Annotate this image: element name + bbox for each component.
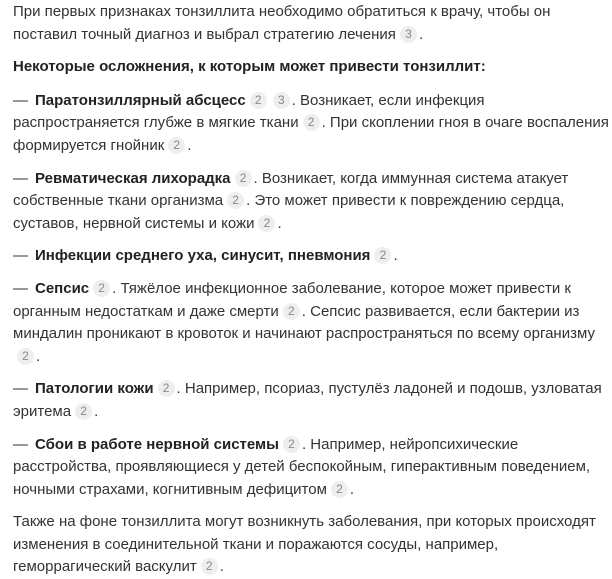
list-dash: — xyxy=(13,91,28,109)
complication-title: Паратонзиллярный абсцесс xyxy=(35,91,246,109)
source-ref-badge[interactable]: 2 xyxy=(75,403,92,420)
intro-text: При первых признаках тонзиллита необходимо обратиться к врачу, чтобы он поставил точный диагноз и выбрал стратегию лечения xyxy=(13,3,551,43)
source-ref-badge[interactable]: 2 xyxy=(168,137,185,154)
complication-title: Патологии кожи xyxy=(35,380,154,398)
complication-description: . Например, нейропсихические расстройства, проявляющиеся у детей беспокойным, гиперактивным поведением, ночными страхами, когнитивным дефицитом xyxy=(13,435,591,498)
source-ref-badge[interactable]: 3 xyxy=(273,92,290,109)
source-ref-badge[interactable]: 2 xyxy=(250,92,267,109)
list-item xyxy=(13,434,609,502)
source-ref-badge[interactable]: 2 xyxy=(201,558,218,575)
sentence-end: . xyxy=(36,347,41,365)
source-ref-badge[interactable]: 2 xyxy=(258,215,275,232)
complication-description: . Сепсис развивается, если бактерии из миндалин проникают в кровоток и начинают распространяться по всему организму xyxy=(13,302,595,343)
source-ref-badge[interactable]: 2 xyxy=(331,481,348,498)
sentence-end: . xyxy=(187,136,192,154)
source-ref-badge[interactable]: 2 xyxy=(283,436,300,453)
list-item xyxy=(13,90,609,158)
sentence-end: . xyxy=(219,558,224,576)
complication-title: Инфекции среднего уха, синусит, пневмония xyxy=(35,247,371,265)
source-ref-badge[interactable]: 2 xyxy=(93,280,110,297)
complication-description: . При скоплении гноя в очаге воспаления формируется гнойник xyxy=(13,114,609,154)
sentence-end: . xyxy=(277,214,282,232)
list-dash: — xyxy=(13,380,28,398)
complication-description: . Возникает, когда иммунная система атакует собственные ткани организма xyxy=(13,169,569,210)
list-item xyxy=(13,168,609,236)
sentence-end: . xyxy=(349,480,355,498)
complication-title: Сепсис xyxy=(35,279,90,297)
list-dash: — xyxy=(13,279,28,297)
source-ref-badge[interactable]: 2 xyxy=(235,170,252,187)
source-ref-badge[interactable]: 2 xyxy=(17,348,34,365)
sentence-end: . xyxy=(418,25,424,43)
complication-description: . Это может привести к повреждению сердца, суставов, нервной системы и кожи xyxy=(13,192,565,232)
source-ref-badge[interactable]: 2 xyxy=(374,247,391,264)
complication-title: Сбои в работе нервной системы xyxy=(35,435,279,453)
list-dash: — xyxy=(13,435,28,453)
list-item xyxy=(13,278,609,368)
source-ref-badge[interactable]: 2 xyxy=(158,380,175,397)
complication-title: Ревматическая лихорадка xyxy=(35,169,231,187)
outro-paragraph xyxy=(13,511,609,579)
complication-description: . Возникает, если инфекция распространяется глубже в мягкие ткани xyxy=(13,91,485,132)
list-item xyxy=(13,378,609,423)
source-ref-badge[interactable]: 2 xyxy=(303,114,320,131)
complications-heading: Некоторые осложнения, к которым может привести тонзиллит: xyxy=(13,58,486,76)
complications-list xyxy=(13,90,609,502)
complication-description: . Тяжёлое инфекционное заболевание, которое может привести к органным недостаткам и даже смерти xyxy=(13,279,571,320)
list-dash: — xyxy=(13,169,28,187)
outro-text: Также на фоне тонзиллита могут возникнуть заболевания, при которых происходят изменения в соединительной ткани и поражаются сосуды, например, геморрагический васкулит xyxy=(13,513,596,576)
list-dash: — xyxy=(13,247,28,265)
source-ref-badge[interactable]: 2 xyxy=(227,192,244,209)
source-ref-badge[interactable]: 2 xyxy=(283,303,300,320)
complication-description: . Например, псориаз, пустулёз ладоней и подошв, узловатая эритема xyxy=(13,380,602,420)
list-item xyxy=(13,245,609,268)
sentence-end: . xyxy=(393,247,398,265)
intro-paragraph xyxy=(13,1,609,46)
sentence-end: . xyxy=(94,402,99,420)
source-ref-badge[interactable]: 3 xyxy=(400,26,417,43)
